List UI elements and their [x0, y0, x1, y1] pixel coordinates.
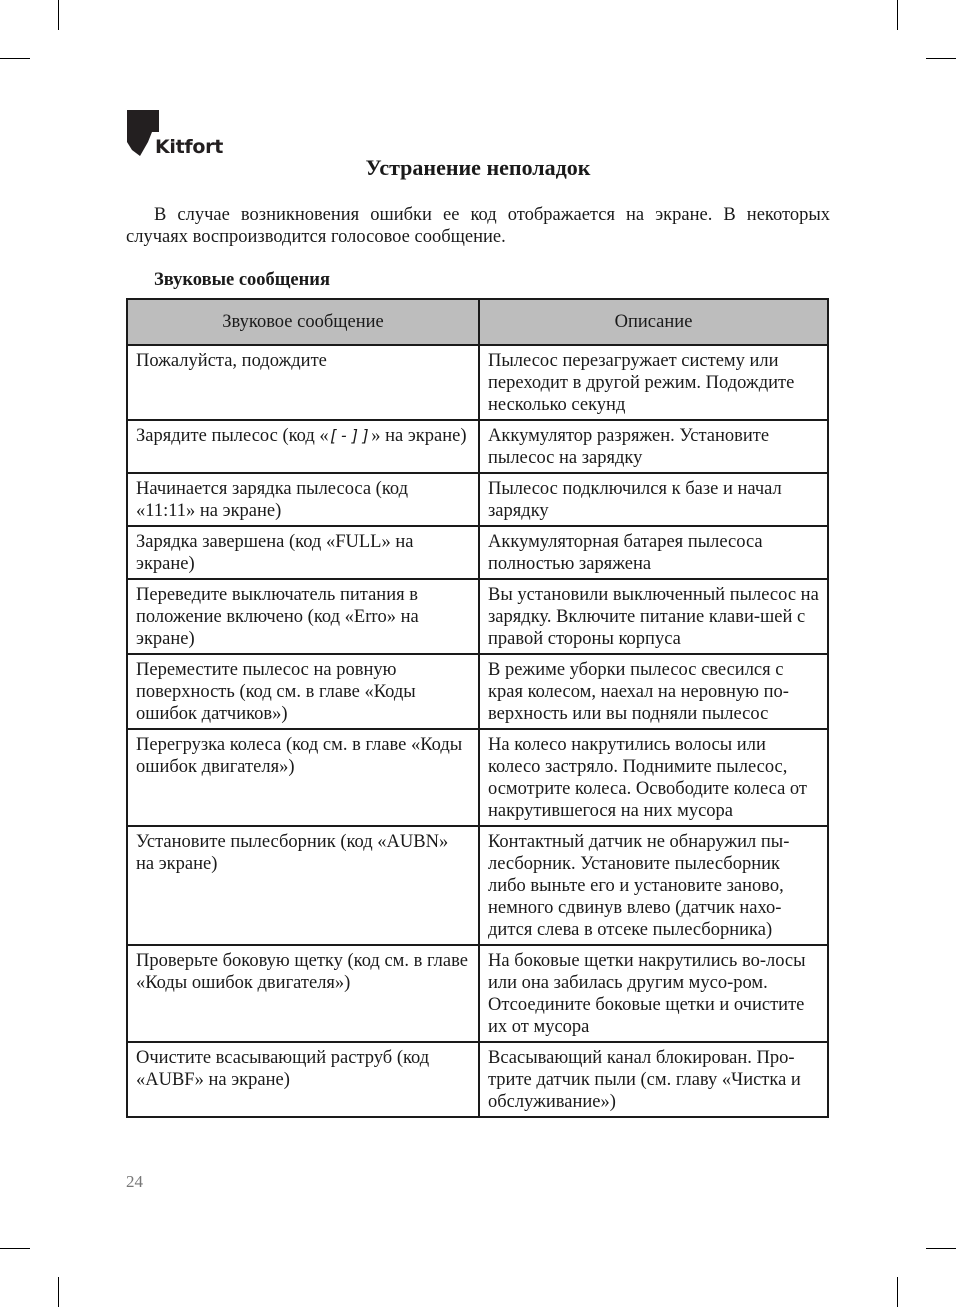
- page-title: Устранение неполадок: [365, 155, 591, 180]
- description-cell: Пылесос подключился к базе и начал зарядку: [479, 473, 828, 526]
- description-cell: Вы установили выключенный пылесос на зарядку. Включите питание клави-шей с правой стороны корпуса: [479, 579, 828, 654]
- message-cell: Перегрузка колеса (код см. в главе «Коды ошибок двигателя»): [127, 729, 479, 826]
- crop-mark: [897, 1277, 898, 1307]
- table-row: [127, 579, 828, 654]
- description-cell: Аккумулятор разряжен. Установите пылесос на зарядку: [479, 420, 828, 473]
- description-cell: Пылесос перезагружает систему или переходит в другой режим. Подождите несколько секунд: [479, 345, 828, 420]
- message-text: » на экране): [371, 426, 467, 446]
- message-cell: [127, 420, 479, 473]
- table-header-row: [127, 299, 828, 345]
- crop-mark: [58, 0, 59, 30]
- crop-mark: [0, 1248, 30, 1249]
- table-row: [127, 729, 828, 826]
- description-cell: Аккумуляторная батарея пылесоса полностью заряжена: [479, 526, 828, 579]
- description-cell: На колесо накрутились волосы или колесо застряло. Поднимите пылесос, осмотрите колеса. Освободите колеса от накрутившегося на них мусора: [479, 729, 828, 826]
- description-cell: На боковые щетки накрутились во-лосы или она забилась другим мусо-ром. Отсоедините боковые щетки и очистите их от мусора: [479, 945, 828, 1042]
- description-cell: Контактный датчик не обнаружил пы-лесборник. Установите пылесборник либо выньте его и установите заново, немного сдвинув влево (датчик нахо-дится слева в отсеке пылесборника): [479, 826, 828, 945]
- page-number: 24: [126, 1172, 143, 1191]
- message-cell: Проверьте боковую щетку (код см. в главе «Коды ошибок двигателя»): [127, 945, 479, 1042]
- table-row: [127, 345, 828, 420]
- message-cell: Переместите пылесос на ровную поверхность (код см. в главе «Коды ошибок датчиков»): [127, 654, 479, 729]
- brand-name: Kitfort: [155, 136, 223, 158]
- crop-mark: [58, 1277, 59, 1307]
- message-cell: Установите пылесборник (код «AUBN» на экране): [127, 826, 479, 945]
- crop-mark: [897, 0, 898, 30]
- crop-mark: [0, 58, 30, 59]
- message-text: Зарядите пылесос (код «: [136, 426, 329, 446]
- section-heading: Звуковые сообщения: [154, 270, 330, 290]
- message-cell: Начинается зарядка пылесоса (код «11:11» на экране): [127, 473, 479, 526]
- sound-messages-table: [126, 298, 829, 1118]
- message-cell: Переведите выключатель питания в положение включено (код «Erro» на экране): [127, 579, 479, 654]
- table-row: [127, 526, 828, 579]
- intro-text: В случае возникновения ошибки ее код отображается на экране. В некоторых случаях воспроизводится голосовое сообщение.: [126, 205, 830, 247]
- message-cell: Зарядка завершена (код «FULL» на экране): [127, 526, 479, 579]
- column-header-description: Описание: [479, 299, 828, 345]
- table-row: [127, 945, 828, 1042]
- battery-code-glyph: [-]]: [328, 426, 372, 445]
- table-row: [127, 1042, 828, 1117]
- description-cell: В режиме уборки пылесос свесился с края колесом, наехал на неровную по-верхность или вы подняли пылесос: [479, 654, 828, 729]
- table-row: [127, 826, 828, 945]
- message-cell: Пожалуйста, подождите: [127, 345, 479, 420]
- intro-paragraph: [126, 204, 830, 248]
- table-row: [127, 654, 828, 729]
- crop-mark: [926, 1248, 956, 1249]
- description-cell: Всасывающий канал блокирован. Про-трите датчик пыли (см. главу «Чистка и обслуживание»): [479, 1042, 828, 1117]
- crop-mark: [926, 58, 956, 59]
- table-row: [127, 420, 828, 473]
- message-cell: Очистите всасывающий раструб (код «AUBF» на экране): [127, 1042, 479, 1117]
- table-row: [127, 473, 828, 526]
- column-header-message: Звуковое сообщение: [127, 299, 479, 345]
